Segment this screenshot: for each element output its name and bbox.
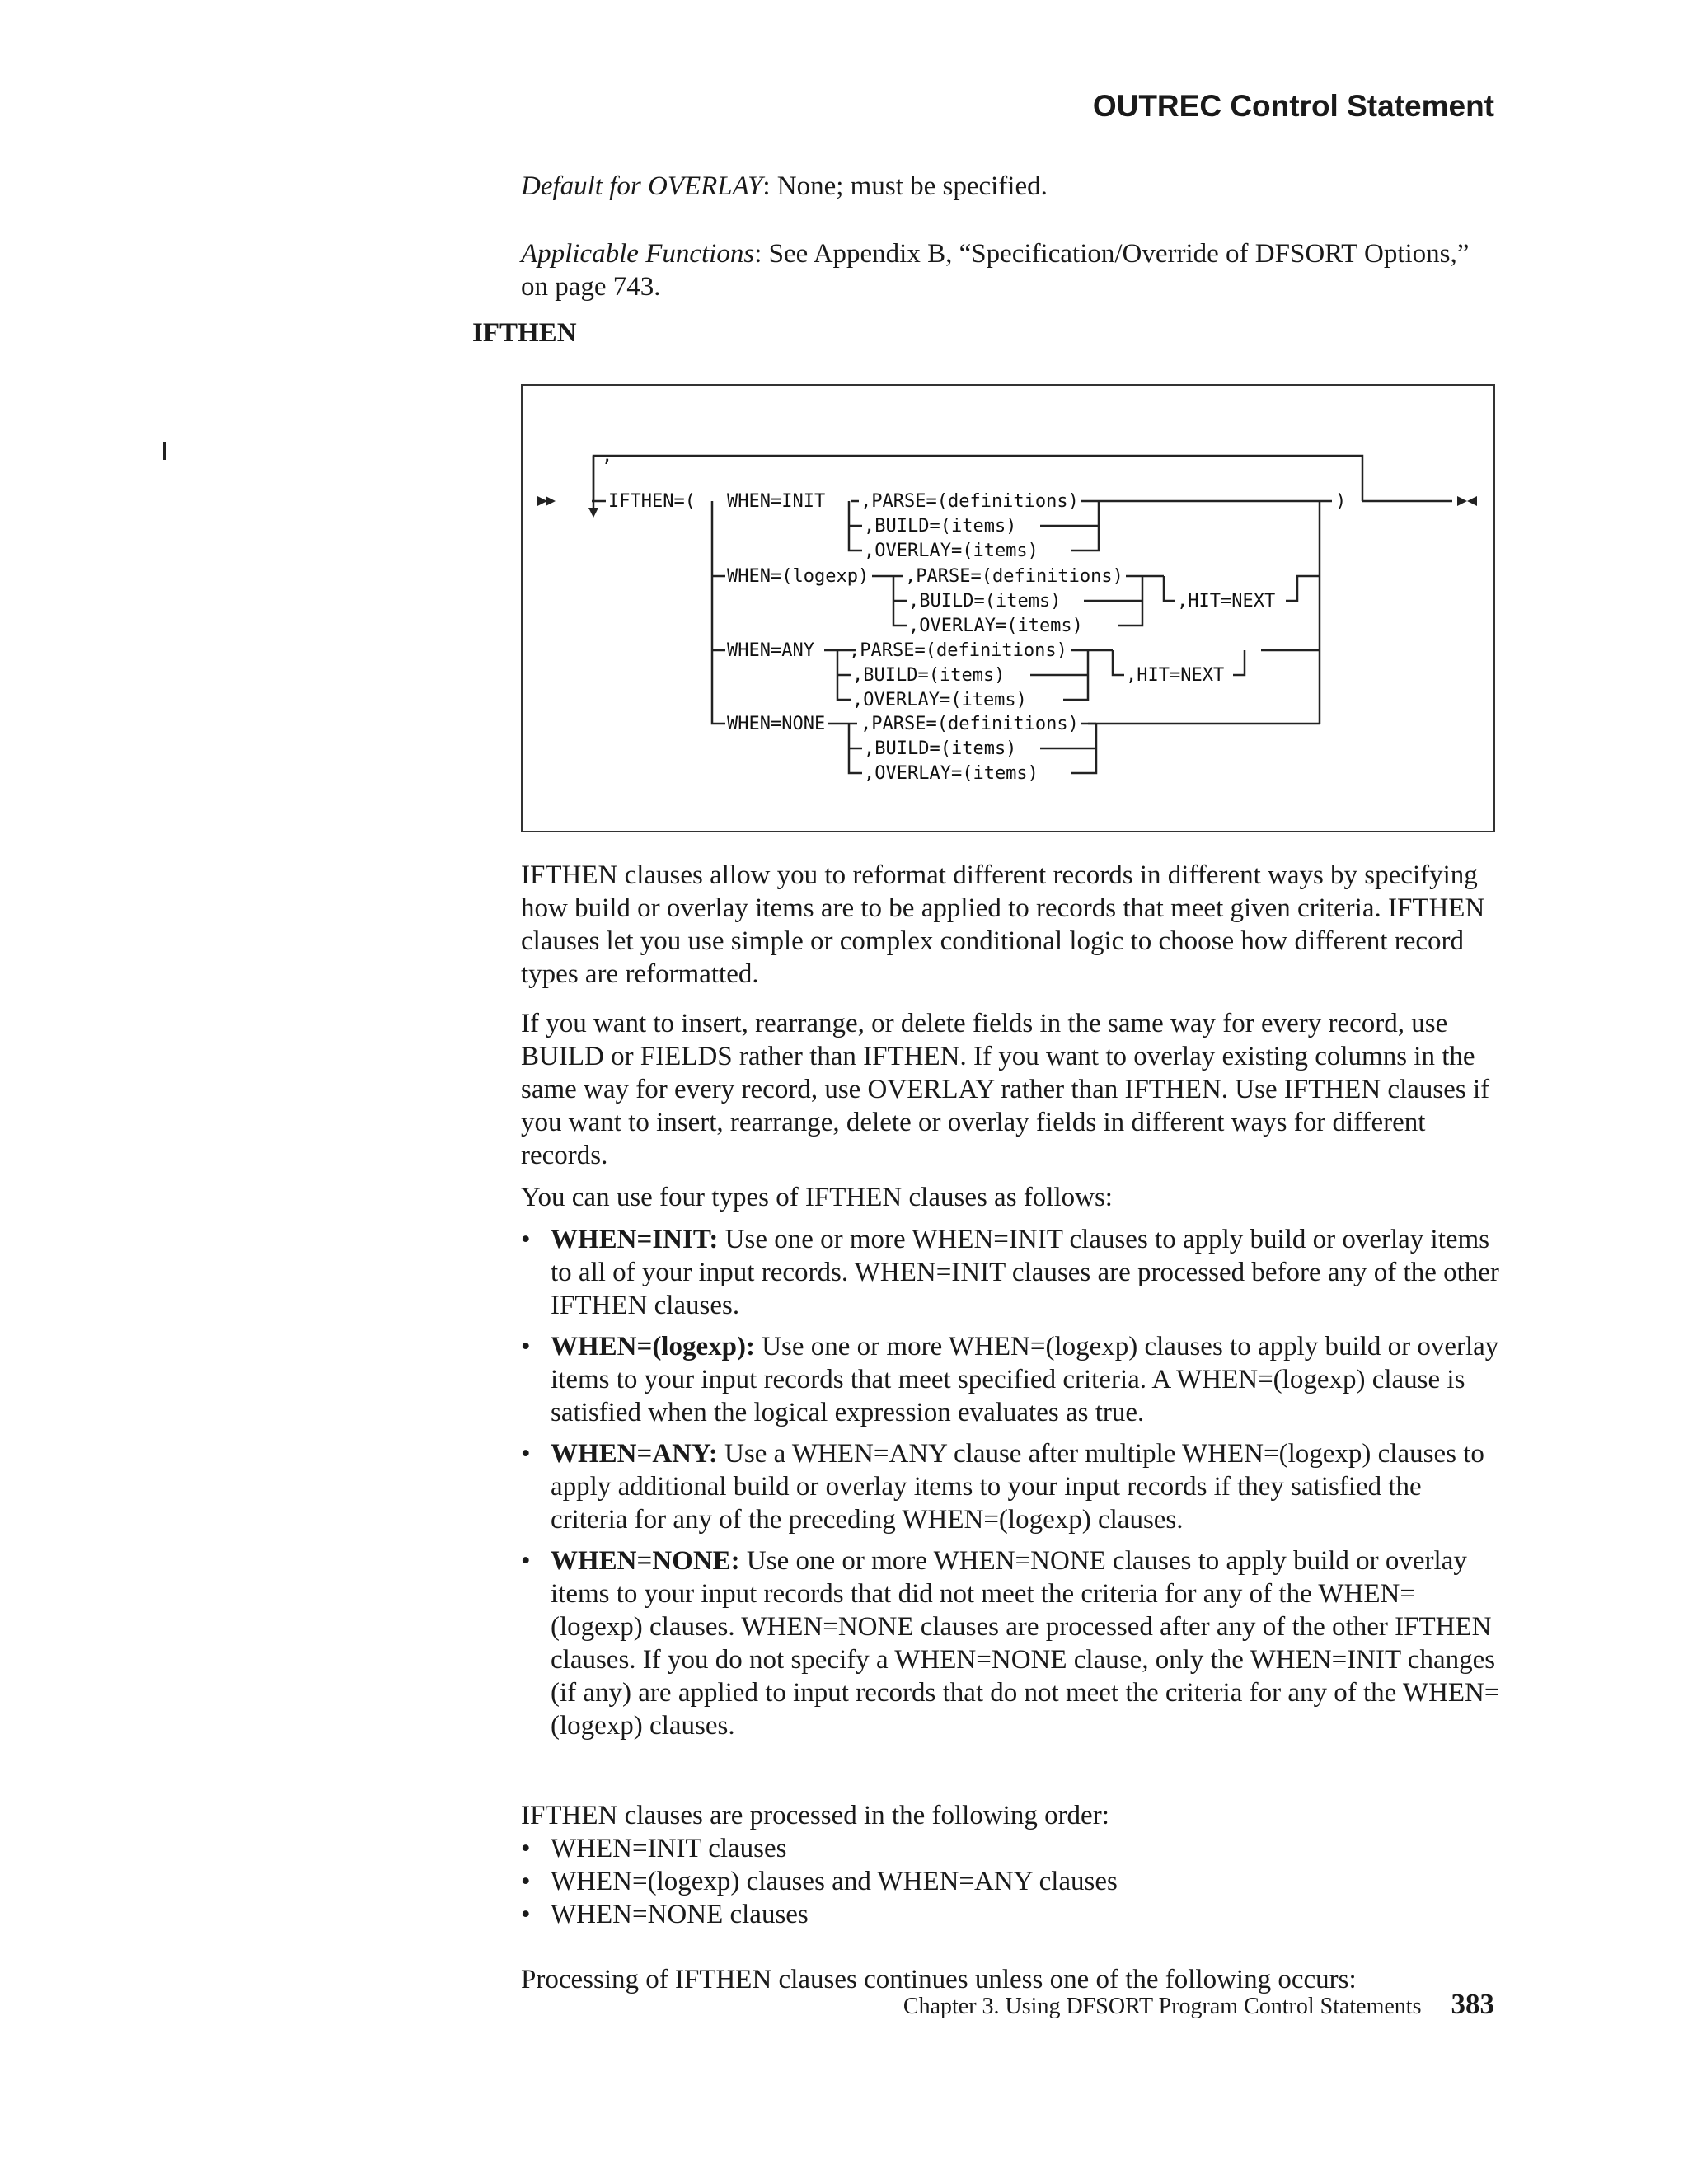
list-item: • WHEN=INIT: Use one or more WHEN=INIT clauses to apply build or overlay items to all of your input records. WHEN=INIT clauses are processed before any of the other IFTHEN clauses. (521, 1225, 1499, 1320)
diagram-when-init: WHEN=INIT (727, 491, 826, 512)
paragraph-build-vs-ifthen: If you want to insert, rearrange, or delete fields in the same way for every record, use BUILD or FIELDS rather than IFTHEN. If you want to overlay existing columns in the same way for every record, use OVERLAY rather than IFTHEN. Use IFTHEN clauses if you want to insert, rearrange, delete or overlay fields in different ways for different records. (521, 1009, 1490, 1170)
list-item: • WHEN=NONE: Use one or more WHEN=NONE clauses to apply build or overlay items to your input records that did not meet the criteria for any of the WHEN=(logexp) clauses. WHEN=NONE clauses are processed after any of the other IFTHEN clauses. If you do not specify a WHEN=NONE clause, only the WHEN=INIT changes (if any) are applied to input records that do not meet the criteria for any of the WHEN=(logexp) clauses. (521, 1546, 1500, 1741)
description: Use one or more WHEN=(logexp) clauses to apply build or overlay items to your input records that meet specified criteria. A WHEN=(logexp) clause is satisfied when the logical expression evaluates as true. (551, 1332, 1499, 1427)
syntax-diagram-svg (0, 0, 1688, 841)
diagram-close-paren: ) (1335, 491, 1347, 512)
paragraph-four-types: You can use four types of IFTHEN clauses as follows: (521, 1183, 1113, 1212)
section-heading: IFTHEN (472, 318, 577, 348)
paragraph-continuation: Processing of IFTHEN clauses continues unless one of the following occurs: (521, 1965, 1357, 1994)
description: Use one or more WHEN=INIT clauses to apply build or overlay items to all of your input records. WHEN=INIT clauses are processed before any of the other IFTHEN clauses. (551, 1225, 1499, 1320)
diagram-none-overlay: ,OVERLAY=(items) (864, 763, 1039, 784)
default-overlay-text: : None; must be specified. (762, 171, 1048, 201)
diagram-comma: , (602, 446, 613, 466)
list-item: • WHEN=(logexp): Use one or more WHEN=(logexp) clauses to apply build or overlay items to your input records that meet specified criteria. A WHEN=(logexp) clause is satisfied when the logical expression evaluates as true. (521, 1332, 1499, 1427)
default-overlay-label: Default for OVERLAY (521, 171, 763, 201)
diagram-when-logexp: WHEN=(logexp) (727, 566, 870, 587)
description: Use one or more WHEN=NONE clauses to apply build or overlay items to your input records that did not meet the criteria for any of the WHEN=(logexp) clauses. WHEN=NONE clauses are processed after any of the other IFTHEN clauses. If you do not specify a WHEN=NONE clause, only the WHEN=INIT changes (if any) are applied to input records that do not meet the criteria for any of the WHEN=(logexp) clauses. (551, 1546, 1500, 1741)
diagram-init-parse: ,PARSE=(definitions) (860, 491, 1079, 512)
list-item: • WHEN=NONE clauses (521, 1900, 809, 1929)
term: WHEN=(logexp): (551, 1332, 755, 1361)
diagram-none-build: ,BUILD=(items) (864, 738, 1017, 759)
diagram-when-any: WHEN=ANY (727, 640, 814, 661)
diagram-init-build: ,BUILD=(items) (864, 516, 1017, 537)
list-item: • WHEN=(logexp) clauses and WHEN=ANY clauses (521, 1867, 1118, 1896)
diagram-any-hit-next: ,HIT=NEXT (1126, 665, 1225, 686)
diagram-none-parse: ,PARSE=(definitions) (860, 714, 1079, 734)
term: WHEN=NONE: (551, 1546, 740, 1576)
diagram-any-overlay: ,OVERLAY=(items) (852, 690, 1027, 710)
order-list (521, 1832, 1502, 1931)
diagram-logexp-parse: ,PARSE=(definitions) (905, 566, 1123, 587)
diagram-ifthen: IFTHEN=( (608, 491, 696, 512)
applicable-functions-text: : See Appendix B, “Specification/Override of DFSORT Options,” on page 743. (521, 239, 1470, 302)
diagram-when-none: WHEN=NONE (727, 714, 826, 734)
diagram-init-overlay: ,OVERLAY=(items) (864, 541, 1039, 561)
page-number: 383 (1451, 1988, 1494, 2020)
page-footer (903, 1988, 1494, 2021)
paragraph-intro: IFTHEN clauses allow you to reformat different records in different ways by specifying how build or overlay items are to be applied to records that meet given criteria. IFTHEN clauses let you use simple or complex conditional logic to choose how different record types are reformatted. (521, 860, 1485, 989)
footer-chapter: Chapter 3. Using DFSORT Program Control Statements (903, 1994, 1422, 2019)
diagram-logexp-build: ,BUILD=(items) (908, 591, 1062, 612)
paragraph-order: IFTHEN clauses are processed in the following order: (521, 1801, 1109, 1830)
running-head: OUTREC Control Statement (1092, 89, 1494, 123)
diagram-logexp-overlay: ,OVERLAY=(items) (908, 616, 1083, 636)
list-item: • WHEN=INIT clauses (521, 1834, 787, 1863)
applicable-functions-label: Applicable Functions (521, 239, 755, 269)
diagram-any-build: ,BUILD=(items) (852, 665, 1006, 686)
description: Use a WHEN=ANY clause after multiple WHEN=(logexp) clauses to apply additional build or overlay items to your input records if they satisfied the criteria for any of the preceding WHEN=(logexp) clauses. (551, 1439, 1484, 1535)
diagram-logexp-hit-next: ,HIT=NEXT (1177, 591, 1276, 612)
clause-types-list (521, 1223, 1502, 1750)
term: WHEN=INIT: (551, 1225, 719, 1254)
diagram-any-parse: ,PARSE=(definitions) (849, 640, 1067, 661)
term: WHEN=ANY: (551, 1439, 718, 1469)
list-item: • WHEN=ANY: Use a WHEN=ANY clause after multiple WHEN=(logexp) clauses to apply additional build or overlay items to your input records if they satisfied the criteria for any of the preceding WHEN=(logexp) clauses. (521, 1439, 1484, 1535)
